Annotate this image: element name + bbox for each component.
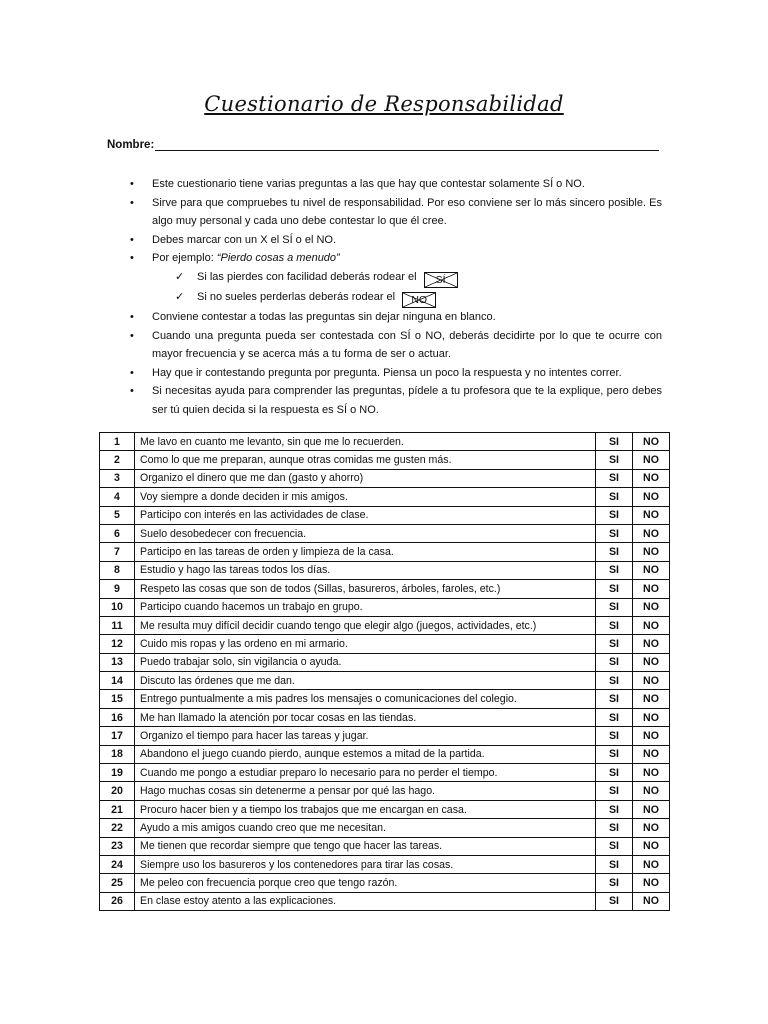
check-mark-icon: ✓ — [175, 270, 185, 283]
table-row — [100, 782, 670, 800]
table-row — [100, 543, 670, 561]
answer-yes-cell[interactable]: SI — [596, 469, 633, 487]
question-number: 4 — [100, 488, 135, 506]
answer-no-cell[interactable]: NO — [633, 561, 670, 579]
question-text: Voy siempre a donde deciden ir mis amigos. — [135, 488, 596, 506]
question-text: Procuro hacer bien y a tiempo los trabajos que me encargan en casa. — [135, 800, 596, 818]
instructions-list — [130, 175, 662, 420]
answer-yes-cell[interactable]: SI — [596, 635, 633, 653]
answer-no-cell[interactable]: NO — [633, 837, 670, 855]
example-yes-text: Si las pierdes con facilidad deberás rodear el — [197, 270, 417, 283]
table-row — [100, 580, 670, 598]
answer-yes-cell[interactable]: SI — [596, 433, 633, 451]
example-prefix: Por ejemplo: — [152, 252, 217, 265]
answer-no-cell[interactable]: NO — [633, 469, 670, 487]
answer-no-cell[interactable]: NO — [633, 616, 670, 634]
example-no-line — [130, 288, 662, 308]
answer-no-cell[interactable]: NO — [633, 727, 670, 745]
answer-yes-cell[interactable]: SI — [596, 561, 633, 579]
table-row — [100, 488, 670, 506]
question-number: 12 — [100, 635, 135, 653]
instruction-1: • Este cuestionario tiene varias preguntas a las que hay que contestar solamente SÍ o NO. — [130, 175, 662, 194]
answer-no-cell[interactable]: NO — [633, 451, 670, 469]
table-row — [100, 708, 670, 726]
question-text: Organizo el tiempo para hacer las tareas y jugar. — [135, 727, 596, 745]
question-text: Cuido mis ropas y las ordeno en mi armario. — [135, 635, 596, 653]
table-row — [100, 598, 670, 616]
answer-no-cell[interactable]: NO — [633, 819, 670, 837]
answer-yes-cell[interactable]: SI — [596, 892, 633, 910]
question-number: 2 — [100, 451, 135, 469]
instruction-5: • Conviene contestar a todas las preguntas sin dejar ninguna en blanco. — [130, 308, 662, 327]
answer-no-cell[interactable]: NO — [633, 672, 670, 690]
question-text: Puedo trabajar solo, sin vigilancia o ayuda. — [135, 653, 596, 671]
question-number: 23 — [100, 837, 135, 855]
question-text: Entrego puntualmente a mis padres los mensajes o comunicaciones del colegio. — [135, 690, 596, 708]
questions-table — [99, 432, 670, 911]
answer-no-cell[interactable]: NO — [633, 874, 670, 892]
question-text: Me han llamado la atención por tocar cosas en las tiendas. — [135, 708, 596, 726]
answer-no-cell[interactable]: NO — [633, 506, 670, 524]
answer-no-cell[interactable]: NO — [633, 745, 670, 763]
table-row — [100, 819, 670, 837]
question-text: Abandono el juego cuando pierdo, aunque estemos a mitad de la partida. — [135, 745, 596, 763]
instruction-8: • Si necesitas ayuda para comprender las preguntas, pídele a tu profesora que te la explique, pero debes ser tú quien decida si la respuesta es SÍ o NO. — [130, 382, 662, 419]
question-text: Estudio y hago las tareas todos los días. — [135, 561, 596, 579]
page-title: Cuestionario de Responsabilidad — [204, 92, 564, 116]
answer-yes-cell[interactable]: SI — [596, 782, 633, 800]
question-text: Discuto las órdenes que me dan. — [135, 672, 596, 690]
name-underline[interactable] — [155, 139, 659, 151]
answer-no-cell[interactable]: NO — [633, 580, 670, 598]
question-text: Como lo que me preparan, aunque otras comidas me gusten más. — [135, 451, 596, 469]
answer-yes-cell[interactable]: SI — [596, 837, 633, 855]
example-text: “Pierdo cosas a menudo” — [216, 252, 340, 265]
question-number: 24 — [100, 855, 135, 873]
table-row — [100, 874, 670, 892]
question-number: 15 — [100, 690, 135, 708]
answer-yes-cell[interactable]: SI — [596, 672, 633, 690]
answer-no-cell[interactable]: NO — [633, 708, 670, 726]
question-text: Respeto las cosas que son de todos (Sillas, basureros, árboles, faroles, etc.) — [135, 580, 596, 598]
question-text: Me lavo en cuanto me levanto, sin que me lo recuerden. — [135, 433, 596, 451]
answer-no-cell[interactable]: NO — [633, 782, 670, 800]
question-number: 7 — [100, 543, 135, 561]
answer-yes-cell[interactable]: SI — [596, 764, 633, 782]
answer-no-cell[interactable]: NO — [633, 524, 670, 542]
question-text: Me resulta muy difícil decidir cuando tengo que elegir algo (juegos, actividades, etc.) — [135, 616, 596, 634]
table-row — [100, 800, 670, 818]
answer-yes-cell[interactable]: SI — [596, 488, 633, 506]
question-number: 9 — [100, 580, 135, 598]
answer-yes-cell[interactable]: SI — [596, 800, 633, 818]
instruction-6: • Cuando una pregunta pueda ser contestada con SÍ o NO, deberás decidirte por lo que te ocurre con mayor frecuencia y se acerca más a tu forma de ser o actuar. — [130, 327, 662, 364]
answer-yes-cell[interactable]: SI — [596, 690, 633, 708]
answer-no-cell[interactable]: NO — [633, 892, 670, 910]
table-row — [100, 451, 670, 469]
table-row — [100, 745, 670, 763]
question-number: 21 — [100, 800, 135, 818]
answer-yes-cell[interactable]: SI — [596, 855, 633, 873]
table-row — [100, 892, 670, 910]
table-row — [100, 433, 670, 451]
answer-no-cell[interactable]: NO — [633, 635, 670, 653]
answer-yes-cell[interactable]: SI — [596, 819, 633, 837]
answer-no-cell[interactable]: NO — [633, 543, 670, 561]
answer-yes-cell[interactable]: SI — [596, 506, 633, 524]
instruction-2: • Sirve para que compruebes tu nivel de responsabilidad. Por eso conviene ser lo más sincero posible. Es algo muy personal y cada uno debe contestar lo que él cree. — [130, 194, 662, 231]
answer-no-cell[interactable]: NO — [633, 598, 670, 616]
answer-no-cell[interactable]: NO — [633, 764, 670, 782]
table-row — [100, 855, 670, 873]
answer-yes-cell[interactable]: SI — [596, 745, 633, 763]
answer-yes-cell[interactable]: SI — [596, 543, 633, 561]
question-number: 8 — [100, 561, 135, 579]
question-number: 1 — [100, 433, 135, 451]
instruction-3: • Debes marcar con un X el SÍ o el NO. — [130, 231, 662, 250]
answer-yes-cell[interactable]: SI — [596, 616, 633, 634]
question-number: 19 — [100, 764, 135, 782]
answer-no-cell[interactable]: NO — [633, 433, 670, 451]
question-text: Me tienen que recordar siempre que tengo que hacer las tareas. — [135, 837, 596, 855]
question-text: Participo cuando hacemos un trabajo en grupo. — [135, 598, 596, 616]
question-number: 17 — [100, 727, 135, 745]
table-row — [100, 561, 670, 579]
questions-table-body — [100, 433, 670, 911]
answer-no-cell[interactable]: NO — [633, 488, 670, 506]
answer-no-cell[interactable]: NO — [633, 690, 670, 708]
question-number: 13 — [100, 653, 135, 671]
question-text: Me peleo con frecuencia porque creo que tengo razón. — [135, 874, 596, 892]
table-row — [100, 690, 670, 708]
table-row — [100, 837, 670, 855]
name-field[interactable] — [107, 139, 659, 151]
question-text: Participo con interés en las actividades de clase. — [135, 506, 596, 524]
table-row — [100, 524, 670, 542]
answer-yes-cell[interactable]: SI — [596, 708, 633, 726]
table-row — [100, 616, 670, 634]
question-number: 20 — [100, 782, 135, 800]
answer-yes-cell[interactable]: SI — [596, 580, 633, 598]
question-number: 18 — [100, 745, 135, 763]
question-number: 11 — [100, 616, 135, 634]
answer-yes-cell[interactable]: SI — [596, 598, 633, 616]
question-number: 5 — [100, 506, 135, 524]
question-number: 6 — [100, 524, 135, 542]
table-row — [100, 672, 670, 690]
question-number: 22 — [100, 819, 135, 837]
table-row — [100, 727, 670, 745]
answer-no-cell[interactable]: NO — [633, 653, 670, 671]
question-text: Participo en las tareas de orden y limpieza de la casa. — [135, 543, 596, 561]
instruction-4 — [130, 249, 662, 268]
answer-yes-cell[interactable]: SI — [596, 874, 633, 892]
answer-no-cell[interactable]: NO — [633, 800, 670, 818]
answer-yes-cell[interactable]: SI — [596, 524, 633, 542]
answer-no-cell[interactable]: NO — [633, 855, 670, 873]
table-row — [100, 764, 670, 782]
question-number: 14 — [100, 672, 135, 690]
question-text: En clase estoy atento a las explicaciones. — [135, 892, 596, 910]
name-label: Nombre: — [107, 139, 155, 151]
example-no-text: Si no sueles perderlas deberás rodear el — [197, 290, 396, 303]
question-number: 25 — [100, 874, 135, 892]
answer-yes-cell[interactable]: SI — [596, 727, 633, 745]
answer-yes-cell[interactable]: SI — [596, 653, 633, 671]
table-row — [100, 635, 670, 653]
table-row — [100, 469, 670, 487]
instruction-7: • Hay que ir contestando pregunta por pregunta. Piensa un poco la respuesta y no intentes correr. — [130, 364, 662, 383]
example-yes-box: SÍ — [424, 272, 458, 288]
question-text: Suelo desobedecer con frecuencia. — [135, 524, 596, 542]
check-mark-icon: ✓ — [175, 290, 185, 303]
question-text: Cuando me pongo a estudiar preparo lo necesario para no perder el tiempo. — [135, 764, 596, 782]
question-text: Ayudo a mis amigos cuando creo que me necesitan. — [135, 819, 596, 837]
question-number: 26 — [100, 892, 135, 910]
answer-yes-cell[interactable]: SI — [596, 451, 633, 469]
question-number: 3 — [100, 469, 135, 487]
question-number: 16 — [100, 708, 135, 726]
question-text: Siempre uso los basureros y los contenedores para tirar las cosas. — [135, 855, 596, 873]
example-yes-line — [130, 268, 662, 288]
question-text: Hago muchas cosas sin detenerme a pensar por qué las hago. — [135, 782, 596, 800]
table-row — [100, 653, 670, 671]
example-no-box: NO — [402, 292, 436, 308]
question-number: 10 — [100, 598, 135, 616]
question-text: Organizo el dinero que me dan (gasto y ahorro) — [135, 469, 596, 487]
table-row — [100, 506, 670, 524]
